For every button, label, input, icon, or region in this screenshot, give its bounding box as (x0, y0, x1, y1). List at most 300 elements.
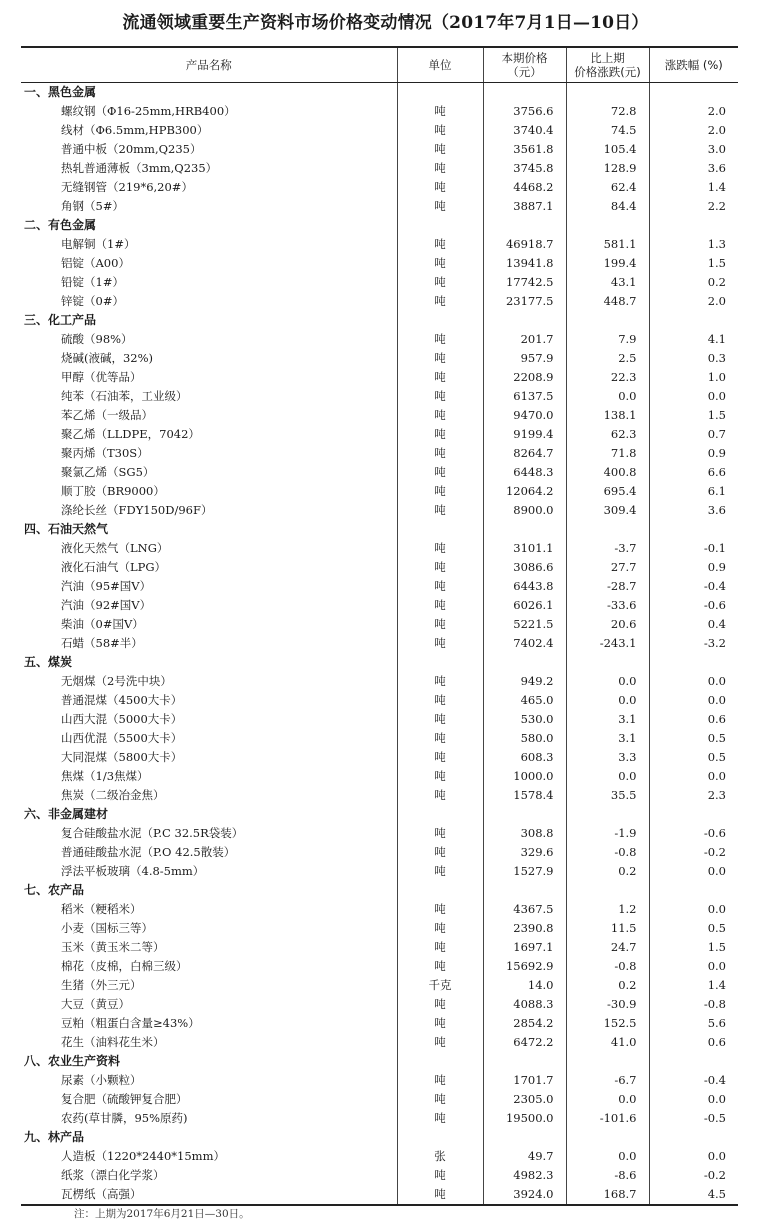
price-cell: 17742.5 (483, 273, 566, 292)
table-row (21, 273, 738, 292)
price-cell: 308.8 (483, 824, 566, 843)
unit-cell: 吨 (397, 938, 483, 957)
unit-cell: 吨 (397, 178, 483, 197)
table-row (21, 292, 738, 311)
pct-cell: 0.4 (649, 615, 738, 634)
product-name: 锌锭（0#） (61, 294, 124, 308)
category-row (21, 311, 738, 330)
unit-cell: 吨 (397, 900, 483, 919)
category-empty-cell (483, 216, 566, 235)
table-row (21, 729, 738, 748)
price-cell: 6026.1 (483, 596, 566, 615)
change-cell: 168.7 (566, 1185, 649, 1205)
pct-cell: 0.6 (649, 710, 738, 729)
table-row (21, 406, 738, 425)
change-cell: 22.3 (566, 368, 649, 387)
pct-cell: 4.5 (649, 1185, 738, 1205)
table-row (21, 349, 738, 368)
price-cell: 2854.2 (483, 1014, 566, 1033)
category-empty-cell (483, 520, 566, 539)
category-empty-cell (649, 216, 738, 235)
header-unit: 单位 (397, 47, 483, 83)
product-name: 聚丙烯（T30S） (61, 446, 149, 460)
unit-cell: 吨 (397, 140, 483, 159)
category-empty-cell (397, 1128, 483, 1147)
product-name: 普通中板（20mm,Q235） (61, 142, 202, 156)
change-cell: -0.8 (566, 957, 649, 976)
unit-cell: 吨 (397, 235, 483, 254)
unit-cell: 吨 (397, 729, 483, 748)
change-cell: 3.1 (566, 710, 649, 729)
unit-cell: 吨 (397, 767, 483, 786)
header-name: 产品名称 (21, 47, 397, 83)
unit-cell: 吨 (397, 577, 483, 596)
header-price (483, 47, 566, 83)
change-cell: -0.8 (566, 843, 649, 862)
pct-cell: 0.0 (649, 1147, 738, 1166)
header-change (566, 47, 649, 83)
product-name: 聚乙烯（LLDPE，7042） (61, 427, 200, 441)
price-cell: 3740.4 (483, 121, 566, 140)
pct-cell: -3.2 (649, 634, 738, 653)
product-name: 人造板（1220*2440*15mm） (61, 1149, 225, 1163)
category-empty-cell (649, 881, 738, 900)
price-cell: 15692.9 (483, 957, 566, 976)
header-price-line1: 本期价格 (501, 51, 548, 65)
change-cell: 309.4 (566, 501, 649, 520)
table-row (21, 463, 738, 482)
price-cell: 19500.0 (483, 1109, 566, 1128)
product-name: 涤纶长丝（FDY150D/96F） (61, 503, 213, 517)
pct-cell: 0.0 (649, 862, 738, 881)
category-row (21, 216, 738, 235)
product-name: 尿素（小颗粒） (61, 1073, 142, 1087)
category-name: 六、非金属建材 (24, 807, 109, 821)
table-row (21, 957, 738, 976)
category-empty-cell (566, 1128, 649, 1147)
product-name: 甲醇（优等品） (61, 370, 142, 384)
unit-cell: 吨 (397, 1109, 483, 1128)
category-name: 二、有色金属 (24, 218, 97, 232)
table-row (21, 919, 738, 938)
unit-cell: 吨 (397, 862, 483, 881)
pct-cell: 0.7 (649, 425, 738, 444)
unit-cell: 吨 (397, 444, 483, 463)
pct-cell: 5.6 (649, 1014, 738, 1033)
product-name: 线材（Φ6.5mm,HPB300） (61, 123, 209, 137)
unit-cell: 吨 (397, 710, 483, 729)
pct-cell: 0.3 (649, 349, 738, 368)
unit-cell: 吨 (397, 349, 483, 368)
product-name: 石蜡（58#半） (61, 636, 143, 650)
unit-cell: 吨 (397, 824, 483, 843)
table-row (21, 843, 738, 862)
product-name: 无烟煤（2号洗中块） (61, 674, 172, 688)
price-cell: 1578.4 (483, 786, 566, 805)
unit-cell: 吨 (397, 273, 483, 292)
change-cell: 11.5 (566, 919, 649, 938)
product-name: 大豆（黄豆） (61, 997, 130, 1011)
unit-cell: 吨 (397, 634, 483, 653)
change-cell: 448.7 (566, 292, 649, 311)
table-row (21, 976, 738, 995)
pct-cell: 0.2 (649, 273, 738, 292)
price-cell: 49.7 (483, 1147, 566, 1166)
product-name: 山西优混（5500大卡） (61, 731, 183, 745)
unit-cell: 吨 (397, 748, 483, 767)
table-row (21, 767, 738, 786)
change-cell: 0.0 (566, 1147, 649, 1166)
product-name: 汽油（95#国Ⅴ） (61, 579, 152, 593)
product-name: 角钢（5#） (61, 199, 124, 213)
pct-cell: 6.1 (649, 482, 738, 501)
category-empty-cell (483, 1052, 566, 1071)
product-name: 浮法平板玻璃（4.8-5mm） (61, 864, 205, 878)
table-row (21, 710, 738, 729)
pct-cell: 0.0 (649, 767, 738, 786)
change-cell: 72.8 (566, 102, 649, 121)
unit-cell: 吨 (397, 330, 483, 349)
price-cell: 329.6 (483, 843, 566, 862)
category-empty-cell (566, 653, 649, 672)
product-name: 铅锭（1#） (61, 275, 124, 289)
price-cell: 6137.5 (483, 387, 566, 406)
header-change-line2: 价格涨跌(元) (574, 65, 641, 79)
pct-cell: 3.6 (649, 159, 738, 178)
change-cell: 152.5 (566, 1014, 649, 1033)
category-empty-cell (483, 311, 566, 330)
pct-cell: 1.3 (649, 235, 738, 254)
price-cell: 1701.7 (483, 1071, 566, 1090)
price-cell: 14.0 (483, 976, 566, 995)
product-name: 普通硅酸盐水泥（P.O 42.5散装） (61, 845, 236, 859)
unit-cell: 吨 (397, 292, 483, 311)
price-cell: 4468.2 (483, 178, 566, 197)
unit-cell: 吨 (397, 615, 483, 634)
change-cell: 695.4 (566, 482, 649, 501)
table-row (21, 501, 738, 520)
pct-cell: 0.5 (649, 729, 738, 748)
price-cell: 949.2 (483, 672, 566, 691)
unit-cell: 吨 (397, 368, 483, 387)
category-empty-cell (566, 311, 649, 330)
category-row (21, 653, 738, 672)
pct-cell: 0.5 (649, 748, 738, 767)
unit-cell: 吨 (397, 254, 483, 273)
change-cell: 24.7 (566, 938, 649, 957)
category-empty-cell (397, 216, 483, 235)
price-cell: 6472.2 (483, 1033, 566, 1052)
table-row (21, 197, 738, 216)
price-cell: 8264.7 (483, 444, 566, 463)
unit-cell: 吨 (397, 691, 483, 710)
category-empty-cell (649, 520, 738, 539)
pct-cell: 0.0 (649, 672, 738, 691)
category-empty-cell (483, 653, 566, 672)
unit-cell: 吨 (397, 919, 483, 938)
table-row (21, 1071, 738, 1090)
table-row (21, 330, 738, 349)
category-empty-cell (649, 805, 738, 824)
product-name: 焦煤（1/3焦煤） (61, 769, 149, 783)
change-cell: 71.8 (566, 444, 649, 463)
product-name: 顺丁胶（BR9000） (61, 484, 165, 498)
unit-cell: 吨 (397, 596, 483, 615)
unit-cell: 吨 (397, 1166, 483, 1185)
category-name: 八、农业生产资料 (24, 1054, 121, 1068)
pct-cell: 3.6 (649, 501, 738, 520)
table-row (21, 748, 738, 767)
change-cell: -3.7 (566, 539, 649, 558)
header-row (21, 47, 738, 83)
change-cell: 27.7 (566, 558, 649, 577)
change-cell: 400.8 (566, 463, 649, 482)
category-empty-cell (649, 653, 738, 672)
product-name: 焦炭（二级冶金焦） (61, 788, 165, 802)
product-name: 豆粕（粗蛋白含量≥43%） (61, 1016, 200, 1030)
price-cell: 957.9 (483, 349, 566, 368)
price-cell: 9199.4 (483, 425, 566, 444)
table-row (21, 577, 738, 596)
change-cell: 2.5 (566, 349, 649, 368)
table-row (21, 482, 738, 501)
product-name: 液化天然气（LNG） (61, 541, 169, 555)
category-empty-cell (649, 311, 738, 330)
product-name: 山西大混（5000大卡） (61, 712, 183, 726)
pct-cell: 0.0 (649, 387, 738, 406)
category-empty-cell (566, 805, 649, 824)
pct-cell: 2.3 (649, 786, 738, 805)
change-cell: 0.0 (566, 767, 649, 786)
pct-cell: 0.0 (649, 957, 738, 976)
unit-cell: 千克 (397, 976, 483, 995)
price-cell: 4982.3 (483, 1166, 566, 1185)
category-empty-cell (397, 520, 483, 539)
change-cell: 199.4 (566, 254, 649, 273)
product-name: 电解铜（1#） (61, 237, 136, 251)
category-empty-cell (566, 216, 649, 235)
pct-cell: 4.1 (649, 330, 738, 349)
change-cell: 84.4 (566, 197, 649, 216)
change-cell: 0.2 (566, 976, 649, 995)
table-row (21, 140, 738, 159)
product-name: 复合硅酸盐水泥（P.C 32.5R袋装） (61, 826, 244, 840)
pct-cell: 1.5 (649, 406, 738, 425)
pct-cell: 2.0 (649, 102, 738, 121)
product-name: 大同混煤（5800大卡） (61, 750, 183, 764)
pct-cell: -0.2 (649, 843, 738, 862)
unit-cell: 吨 (397, 482, 483, 501)
price-cell: 608.3 (483, 748, 566, 767)
unit-cell: 吨 (397, 1014, 483, 1033)
table-row (21, 1109, 738, 1128)
unit-cell: 吨 (397, 957, 483, 976)
change-cell: 3.3 (566, 748, 649, 767)
pct-cell: 6.6 (649, 463, 738, 482)
table-row (21, 368, 738, 387)
unit-cell: 吨 (397, 1033, 483, 1052)
pct-cell: 1.0 (649, 368, 738, 387)
category-empty-cell (483, 805, 566, 824)
category-empty-cell (397, 881, 483, 900)
price-cell: 2208.9 (483, 368, 566, 387)
product-name: 纯苯（石油苯，工业级） (61, 389, 188, 403)
category-empty-cell (483, 881, 566, 900)
unit-cell: 吨 (397, 159, 483, 178)
change-cell: 0.0 (566, 1090, 649, 1109)
product-name: 生猪（外三元） (61, 978, 142, 992)
category-row (21, 520, 738, 539)
product-name: 聚氯乙烯（SG5） (61, 465, 155, 479)
pct-cell: 0.9 (649, 558, 738, 577)
unit-cell: 吨 (397, 539, 483, 558)
price-cell: 465.0 (483, 691, 566, 710)
category-name: 七、农产品 (24, 883, 85, 897)
change-cell: -30.9 (566, 995, 649, 1014)
change-cell: 62.4 (566, 178, 649, 197)
unit-cell: 吨 (397, 197, 483, 216)
table-row (21, 159, 738, 178)
table-row (21, 672, 738, 691)
category-name: 一、黑色金属 (24, 85, 97, 99)
table-row (21, 824, 738, 843)
price-cell: 2305.0 (483, 1090, 566, 1109)
pct-cell: 1.4 (649, 178, 738, 197)
change-cell: 0.0 (566, 672, 649, 691)
change-cell: -6.7 (566, 1071, 649, 1090)
change-cell: 0.0 (566, 691, 649, 710)
unit-cell: 吨 (397, 786, 483, 805)
unit-cell: 吨 (397, 387, 483, 406)
price-cell: 9470.0 (483, 406, 566, 425)
price-cell: 3745.8 (483, 159, 566, 178)
change-cell: 128.9 (566, 159, 649, 178)
product-name: 瓦楞纸（高强） (61, 1187, 142, 1201)
pct-cell: 0.0 (649, 691, 738, 710)
category-name: 五、煤炭 (24, 655, 73, 669)
unit-cell: 吨 (397, 501, 483, 520)
change-cell: 105.4 (566, 140, 649, 159)
product-name: 硫酸（98%） (61, 332, 133, 346)
table-row (21, 615, 738, 634)
category-empty-cell (566, 520, 649, 539)
change-cell: -1.9 (566, 824, 649, 843)
price-cell: 3887.1 (483, 197, 566, 216)
category-row (21, 805, 738, 824)
change-cell: 41.0 (566, 1033, 649, 1052)
category-row (21, 83, 738, 103)
product-name: 小麦（国标三等） (61, 921, 153, 935)
change-cell: 62.3 (566, 425, 649, 444)
pct-cell: -0.1 (649, 539, 738, 558)
pct-cell: 0.0 (649, 1090, 738, 1109)
product-name: 烧碱(液碱，32%) (61, 351, 154, 365)
header-pct: 涨跌幅 (%) (649, 47, 738, 83)
product-name: 苯乙烯（一级品） (61, 408, 153, 422)
page-title: 流通领域重要生产资料市场价格变动情况（2017年7月1日—10日） (122, 13, 649, 33)
change-cell: 0.0 (566, 387, 649, 406)
table-row (21, 387, 738, 406)
unit-cell: 吨 (397, 463, 483, 482)
product-name: 柴油（0#国Ⅴ） (61, 617, 144, 631)
product-name: 无缝钢管（219*6,20#） (61, 180, 193, 194)
unit-cell: 吨 (397, 102, 483, 121)
table-row (21, 634, 738, 653)
table-row (21, 1014, 738, 1033)
table-row (21, 938, 738, 957)
price-cell: 7402.4 (483, 634, 566, 653)
product-name: 复合肥（硫酸钾复合肥） (61, 1092, 188, 1106)
price-cell: 4088.3 (483, 995, 566, 1014)
category-row (21, 881, 738, 900)
pct-cell: -0.4 (649, 577, 738, 596)
unit-cell: 吨 (397, 995, 483, 1014)
pct-cell: -0.8 (649, 995, 738, 1014)
product-name: 纸浆（漂白化学浆） (61, 1168, 165, 1182)
pct-cell: -0.6 (649, 824, 738, 843)
change-cell: 138.1 (566, 406, 649, 425)
header-price-line2: （元） (507, 65, 542, 79)
product-name: 铝锭（A00） (61, 256, 130, 270)
table-row (21, 900, 738, 919)
table-row (21, 995, 738, 1014)
pct-cell: 1.5 (649, 254, 738, 273)
change-cell: 20.6 (566, 615, 649, 634)
footnote: 注：上期为2017年6月21日—30日。 (74, 1208, 250, 1220)
change-cell: -8.6 (566, 1166, 649, 1185)
category-name: 四、石油天然气 (24, 522, 109, 536)
product-name: 汽油（92#国Ⅴ） (61, 598, 152, 612)
category-empty-cell (649, 83, 738, 103)
table-row (21, 786, 738, 805)
product-name: 棉花（皮棉，白棉三级） (61, 959, 188, 973)
unit-cell: 张 (397, 1147, 483, 1166)
table-row (21, 444, 738, 463)
table-row (21, 1147, 738, 1166)
category-empty-cell (483, 83, 566, 103)
product-name: 液化石油气（LPG） (61, 560, 167, 574)
table-row (21, 178, 738, 197)
price-cell: 530.0 (483, 710, 566, 729)
category-empty-cell (397, 653, 483, 672)
change-cell: -33.6 (566, 596, 649, 615)
change-cell: 0.2 (566, 862, 649, 881)
change-cell: 7.9 (566, 330, 649, 349)
price-cell: 6443.8 (483, 577, 566, 596)
price-cell: 23177.5 (483, 292, 566, 311)
pct-cell: 3.0 (649, 140, 738, 159)
pct-cell: 0.5 (649, 919, 738, 938)
unit-cell: 吨 (397, 558, 483, 577)
price-cell: 13941.8 (483, 254, 566, 273)
product-name: 玉米（黄玉米二等） (61, 940, 165, 954)
unit-cell: 吨 (397, 1090, 483, 1109)
price-cell: 2390.8 (483, 919, 566, 938)
product-name: 热轧普通薄板（3mm,Q235） (61, 161, 218, 175)
change-cell: -101.6 (566, 1109, 649, 1128)
pct-cell: 1.5 (649, 938, 738, 957)
table-row (21, 1090, 738, 1109)
unit-cell: 吨 (397, 1071, 483, 1090)
change-cell: -243.1 (566, 634, 649, 653)
category-empty-cell (566, 1052, 649, 1071)
table-row (21, 254, 738, 273)
pct-cell: 2.2 (649, 197, 738, 216)
category-name: 九、林产品 (24, 1130, 85, 1144)
category-empty-cell (397, 1052, 483, 1071)
category-empty-cell (649, 1052, 738, 1071)
table-row (21, 102, 738, 121)
